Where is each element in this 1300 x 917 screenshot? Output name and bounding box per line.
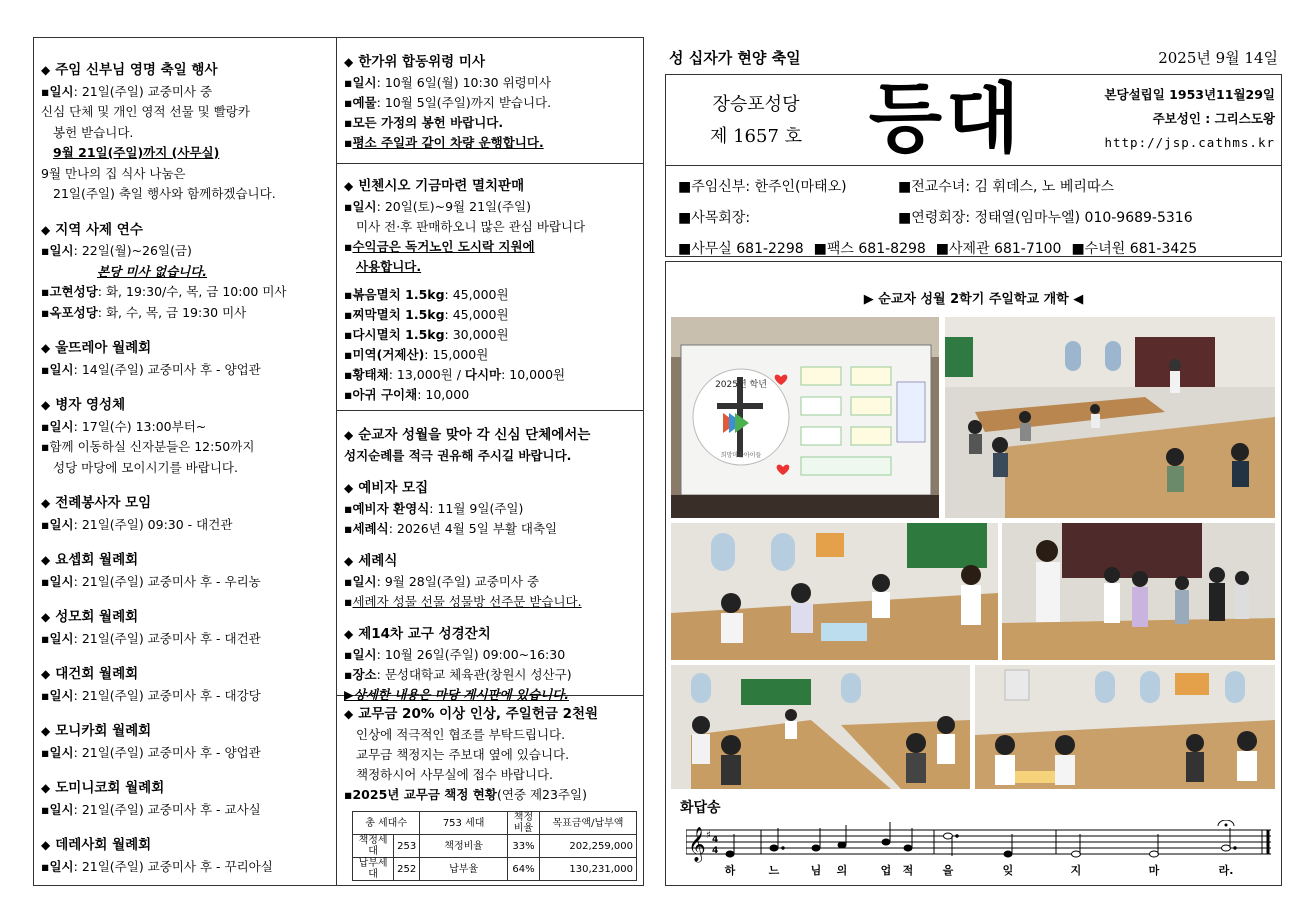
lyric-syllable: 잊 (1002, 864, 1014, 877)
lyric-syllable: 느 (768, 864, 780, 877)
photo-classroom-1 (945, 317, 1275, 518)
photo-classroom-4 (671, 665, 970, 789)
diamond-icon: ◆ (41, 838, 51, 852)
diamond-icon: ◆ (344, 554, 354, 568)
diamond-icon: ◆ (41, 63, 51, 77)
founded-date: 본당설립일 1953년11월29일 (1104, 87, 1275, 102)
notice-tithe: ◆ 교무금 20% 이상 인상, 주일헌금 2천원 인상에 적극적인 협조를 부탁드립니다. 교무금 책정지는 주보대 옆에 있습니다. 책정하시어 사무실에 접수 바랍니다. ▪2025년 교무금 책정 현황(연중 제23주일) 총 세대수 753 세대 책정 비율 목표금액/납부액 책정세대 253 책정비율 33% 202,259,000 납부세대 252 납부율 64% 130,231,000 (337, 696, 643, 885)
notice-title: 주임 신부님 영명 축일 행사 (55, 62, 218, 78)
price-item: ▪아귀 구이채: 10,000 (344, 387, 470, 402)
lyric-syllable: 라. (1218, 864, 1234, 877)
feast-title: 성 십자가 현양 축일 (669, 48, 801, 67)
price-item: ▪미역(거제산): 15,000원 (344, 347, 489, 362)
notice-mary: ◆ 성모회 월례회 ▪일시: 21일(주일) 교중미사 후 - 대건관 (41, 609, 261, 646)
price-item: ▪다시멸치 1.5kg: 30,000원 (344, 327, 509, 342)
psalm-response-title: 화답송 (680, 800, 721, 816)
issue-number: 제 1657 호 (709, 126, 803, 147)
parish-name: 장승포성당 (712, 94, 800, 115)
diamond-icon: ◆ (41, 496, 51, 510)
table-row: 납부세대 252 납부율 64% 130,231,000 (353, 858, 637, 881)
notice-dominic: ◆ 도미니코회 월례회 ▪일시: 21일(주일) 교중미사 후 - 교사실 (41, 780, 261, 817)
photo-section-title: ▶ 순교자 성월 2학기 주일학교 개학 ◀ (863, 292, 1084, 307)
sharp-icon: ♯ (706, 830, 711, 841)
diamond-icon: ◆ (41, 610, 51, 624)
lyrics (724, 863, 1234, 877)
lyric-syllable: 하 (724, 864, 736, 877)
diamond-icon: ◆ (41, 553, 51, 567)
masthead (665, 74, 1282, 257)
diamond-icon: ◆ (41, 341, 51, 355)
lyric-syllable: 님 (810, 864, 822, 877)
board-title-text: 2025년 학년 (715, 380, 767, 390)
diamond-icon: ◆ (344, 55, 354, 69)
table-row: 책정세대 253 책정비율 33% 202,259,000 (353, 835, 637, 858)
diamond-icon: ◆ (344, 707, 354, 721)
table-header-row: 총 세대수 753 세대 책정 비율 목표금액/납부액 (353, 812, 637, 835)
notice-feast: ◆ 주임 신부님 영명 축일 행사 ▪일시: 21일(주일) 교중미사 중 신심 단체 및 개인 영적 선물 및 빨랑카 봉헌 받습니다. 9월 21일(주일)까지 (사무실) 9월 만나의 집 식사 나눔은 21일(주일) 축일 행사와 함께하겠습니다. (41, 62, 276, 201)
diamond-icon: ◆ (344, 179, 354, 193)
diamond-icon: ◆ (344, 428, 354, 442)
photo-classroom-2 (671, 523, 998, 660)
lyric-syllable: 의 (836, 864, 848, 877)
photo-classroom-5 (975, 665, 1275, 789)
website-link[interactable]: http://jsp.cathms.kr (1104, 135, 1275, 150)
notice-teresa: ◆ 데레사회 월례회 ▪일시: 21일(주일) 교중미사 후 - 꾸리아실 (41, 837, 273, 874)
notice-monica: ◆ 모니카회 월례회 ▪일시: 21일(주일) 교중미사 후 - 양업관 (41, 723, 261, 760)
lyric-syllable: 마 (1148, 864, 1160, 877)
price-item: ▪찌막멸치 1.5kg: 45,000원 (344, 307, 509, 322)
price-item: ▪황태채: 13,000원 / 다시마: 10,000원 (344, 367, 566, 382)
time-sig-top: 4 (712, 835, 719, 845)
diamond-icon: ◆ (41, 781, 51, 795)
time-sig-bottom: 4 (712, 846, 719, 856)
notice-liturgy: ◆ 전례봉사자 모임 ▪일시: 21일(주일) 09:30 - 대건관 (41, 495, 233, 532)
diamond-icon: ◆ (41, 667, 51, 681)
notice-anchovy-sale: ◆ 빈첸시오 기금마련 멸치판매 ▪일시: 20일(토)~9월 21일(주일) 미사 전·후 판매하오니 많은 관심 바랍니다 ▪수익금은 독거노인 도시락 지원에 사용합니다. ▪볶음멸치 1.5kg: 45,000원 ▪찌막멸치 1.5kg: 45,000원 ▪다시멸치 1.5kg: 30,000원 ▪미역(거제산): 15,000원 ▪황태채: 13,000원 / 다시마: 10,000원 ▪아귀 구이채: 10,000 (337, 164, 643, 411)
diamond-icon: ◆ (344, 627, 354, 641)
photo-bulletin-board (671, 317, 939, 518)
header-bar (665, 40, 1282, 74)
issue-date: 2025년 9월 14일 (1158, 48, 1278, 67)
lyric-syllable: 업 (880, 864, 892, 877)
board-sub-text: 희망마을아이들 (720, 452, 762, 459)
diamond-icon: ◆ (41, 398, 51, 412)
psalm-music-staff (686, 820, 1271, 880)
diamond-icon: ◆ (41, 222, 51, 237)
lyric-syllable: 지 (1070, 864, 1082, 877)
photo-classroom-3 (1002, 523, 1275, 660)
tithe-table (352, 811, 637, 881)
masthead-area (665, 40, 1282, 257)
notice-ultreya: ◆ 울뜨레아 월례회 ▪일시: 14일(주일) 교중미사 후 - 양업관 (41, 340, 261, 377)
diamond-icon: ◆ (344, 481, 354, 495)
notice-memorial-mass: ◆ 한가위 합동위령 미사 ▪일시: 10월 6일(월) 10:30 위령미사 ▪예물: 10월 5일(주일)까지 받습니다. ▪모든 가정의 봉헌 바랍니다. ▪평소 주일과 같이 차량 운행합니다. (337, 38, 643, 164)
notice-retreat: ◆ 지역 사제 연수 ▪일시: 22일(월)~26일(금) 본당 미사 없습니다. ▪고현성당: 화, 19:30/수, 목, 금 10:00 미사 ▪옥포성당: 화, 수, 목, 금 19:30 미사 (41, 221, 287, 320)
middle-column (337, 37, 644, 886)
left-column (33, 37, 337, 886)
notice-sick-communion: ◆ 병자 영성체 ▪일시: 17일(수) 13:00부터~ ▪함께 이동하실 신자분들은 12:50까지 성당 마당에 모이시기를 바랍니다. (41, 397, 255, 475)
notice-various: ◆ 순교자 성월을 맞아 각 신심 단체에서는 성지순례를 적극 권유해 주시길 바랍니다. ◆ 예비자 모집 ▪예비자 환영식: 11월 9일(주일) ▪세례식: 2026년 4월 5일 부활 대축일 ◆ 세례식 ▪일시: 9월 28일(주일) 교중미사 중 ▪세례자 성물 선물 성물방 선주문 받습니다. ◆ 제14차 교구 성경잔치 ▪일시: 10월 26일(주일) 09:00~16:30 ▪장소: 문성대학교 체육관(창원시 성산구) ▶상세한 내용은 마당 게시판에 있습니다. (337, 411, 643, 696)
bulletin-title: 등대 (868, 74, 1024, 163)
lyric-syllable: 적 (902, 864, 914, 877)
treble-clef-icon: 𝄞 (688, 827, 706, 862)
notice-daegun: ◆ 대건회 월례회 ▪일시: 21일(주일) 교중미사 후 - 대강당 (41, 666, 261, 703)
photo-section (665, 261, 1282, 886)
patron-saint: 주보성인 : 그리스도왕 (1152, 111, 1275, 126)
staff-list: ■주임신부: 한주인(마태오) ■전교수녀: 김 휘데스, 노 베리따스 ■사목회장: ■연령회장: 정태열(임마누엘) 010-9689-5316 ■사무실 681-2298 ■팩스 681-8298 ■사제관 681-7100 ■수녀원 681-3425 (678, 178, 1198, 257)
lyric-syllable: 을 (942, 864, 954, 877)
notice-joseph: ◆ 요셉회 월례회 ▪일시: 21일(주일) 교중미사 후 - 우리농 (41, 552, 261, 589)
notes (726, 820, 1236, 857)
price-item: ▪볶음멸치 1.5kg: 45,000원 (344, 287, 509, 302)
diamond-icon: ◆ (41, 724, 51, 738)
